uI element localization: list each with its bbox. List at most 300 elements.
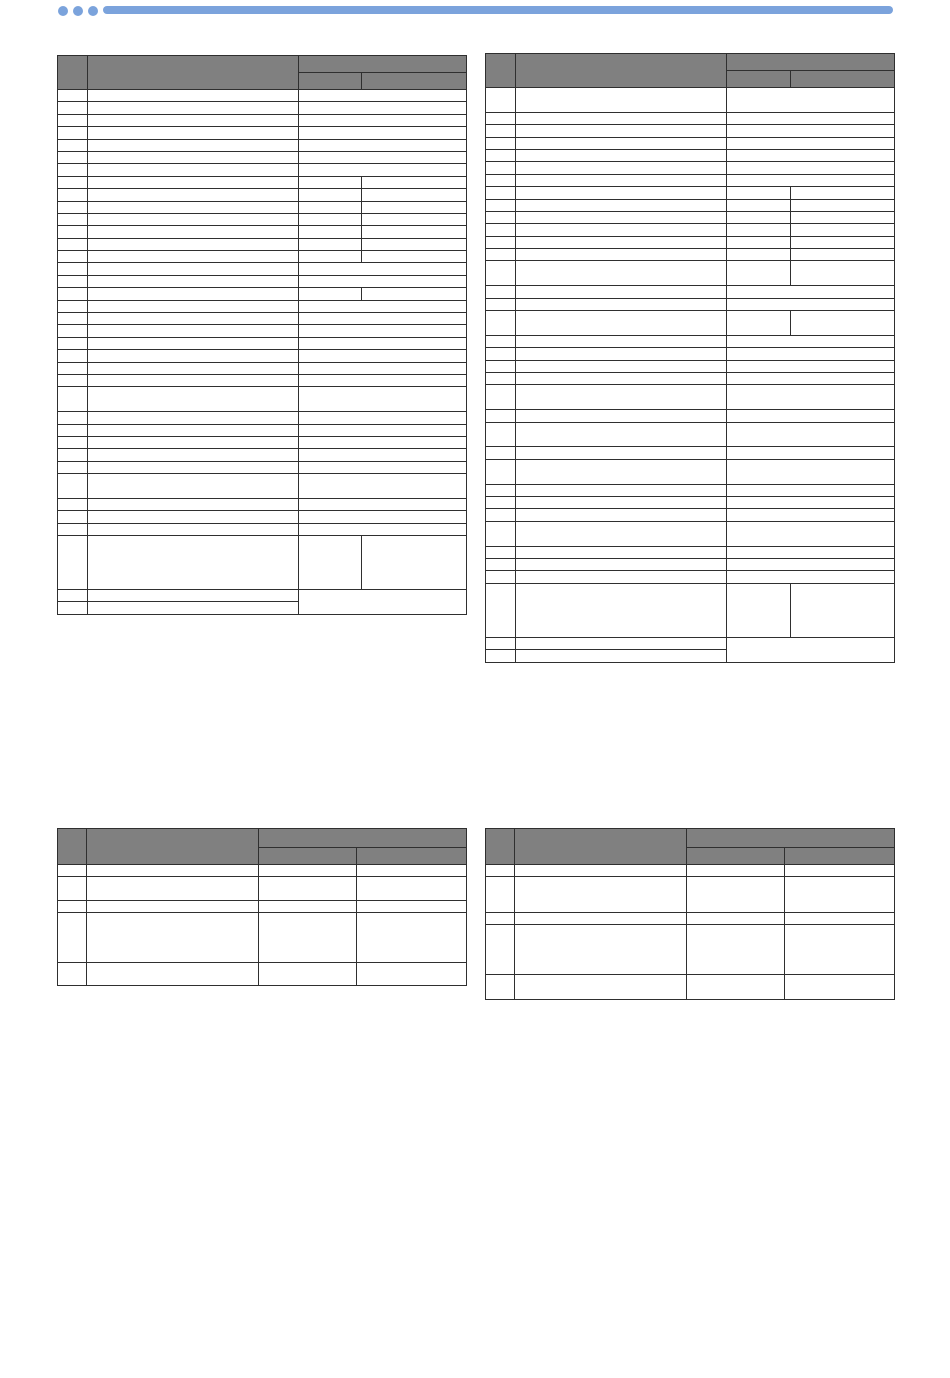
row-value-cell (299, 300, 467, 312)
row-value-cell-1 (299, 536, 362, 590)
row-item-cell (88, 412, 299, 424)
spec-table-right (485, 53, 895, 663)
small-table-right-body (486, 865, 895, 1000)
row-item-cell (88, 325, 299, 337)
small-table-left-header (58, 829, 467, 865)
row-value-cell (727, 410, 895, 422)
table-row (58, 90, 467, 102)
table-row (486, 913, 895, 925)
row-number-cell (58, 963, 87, 986)
row-number-cell (58, 449, 88, 461)
row-item-cell (88, 102, 299, 114)
row-value-cell-2 (357, 865, 467, 877)
row-value-cell (727, 509, 895, 521)
row-item-cell (516, 137, 727, 149)
row-item-cell (88, 201, 299, 213)
row-value-cell (727, 558, 895, 570)
row-item-cell (88, 498, 299, 510)
row-value-cell (299, 474, 467, 499)
row-item-cell (515, 913, 687, 925)
col-value-sub-header-1 (259, 848, 357, 865)
row-number-cell (486, 925, 515, 975)
row-number-cell (486, 496, 516, 508)
col-item-header (515, 829, 687, 865)
row-value-cell-1 (727, 199, 791, 211)
table-row (486, 187, 895, 199)
table-row (486, 162, 895, 174)
table-row (58, 412, 467, 424)
table-row (486, 447, 895, 459)
row-value-cell (299, 139, 467, 151)
col-value-header (259, 829, 467, 848)
table-row (58, 498, 467, 510)
row-value-cell (299, 90, 467, 102)
row-value-cell (299, 337, 467, 349)
row-number-cell (486, 199, 516, 211)
table-row (486, 174, 895, 186)
row-item-cell (516, 571, 727, 583)
table-row (58, 213, 467, 225)
row-item-cell (516, 261, 727, 286)
table-row (486, 546, 895, 558)
row-number-cell (58, 201, 88, 213)
table-row (58, 536, 467, 590)
row-number-cell (58, 590, 88, 602)
row-number-cell (486, 360, 516, 372)
row-value-cell (299, 374, 467, 386)
row-number-cell (58, 114, 88, 126)
row-value-cell-2 (785, 975, 895, 1000)
row-value-cell-2 (785, 877, 895, 913)
row-item-cell (87, 963, 259, 986)
table-row (58, 362, 467, 374)
table-row (58, 102, 467, 114)
header-dot-1 (58, 6, 68, 16)
row-item-cell (88, 114, 299, 126)
row-number-cell (486, 484, 516, 496)
row-item-cell (88, 251, 299, 263)
row-value-cell-2 (362, 176, 467, 188)
col-no-header (486, 829, 515, 865)
small-table-right (485, 828, 895, 1000)
row-value-cell-2 (362, 226, 467, 238)
row-value-cell-1 (299, 189, 362, 201)
row-item-cell (516, 360, 727, 372)
row-number-cell (486, 224, 516, 236)
row-item-cell (88, 238, 299, 250)
table-row (58, 511, 467, 523)
table-row (58, 374, 467, 386)
table-row (58, 114, 467, 126)
row-number-cell (486, 650, 516, 662)
row-value-cell (727, 149, 895, 161)
row-item-cell (88, 300, 299, 312)
row-item-cell (516, 311, 727, 336)
row-item-cell (88, 387, 299, 412)
small-table-left (57, 828, 467, 986)
row-value-cell (299, 102, 467, 114)
row-item-cell (516, 410, 727, 422)
row-value-cell-2 (785, 913, 895, 925)
row-value-cell (299, 114, 467, 126)
row-value-cell-2 (791, 211, 895, 223)
table-row (58, 436, 467, 448)
table-row (486, 422, 895, 447)
row-value-cell-2 (362, 201, 467, 213)
row-number-cell (486, 975, 515, 1000)
row-number-cell (58, 412, 88, 424)
row-value-cell-2 (362, 213, 467, 225)
row-item-cell (516, 509, 727, 521)
table-row (58, 461, 467, 473)
row-number-cell (486, 459, 516, 484)
row-value-cell-2 (362, 251, 467, 263)
row-value-cell (299, 424, 467, 436)
table-row (58, 313, 467, 325)
table-row (58, 151, 467, 163)
table-row (58, 226, 467, 238)
spec-table-left-body (58, 90, 467, 615)
row-value-cell (299, 313, 467, 325)
table-row (486, 360, 895, 372)
row-item-cell (88, 436, 299, 448)
table-row (486, 112, 895, 124)
row-value-cell (299, 164, 467, 176)
spec-table-left (57, 55, 467, 615)
table-row (58, 474, 467, 499)
row-number-cell (486, 913, 515, 925)
table-row (58, 337, 467, 349)
row-value-cell (299, 387, 467, 412)
table-row (486, 348, 895, 360)
row-value-cell-2 (362, 536, 467, 590)
col-value-sub-header-1 (727, 71, 791, 88)
row-item-cell (516, 459, 727, 484)
row-value-cell-1 (687, 877, 785, 913)
row-item-cell (516, 286, 727, 298)
row-item-cell (516, 447, 727, 459)
row-value-cell-1 (687, 925, 785, 975)
row-item-cell (516, 335, 727, 347)
small-table-right-header (486, 829, 895, 865)
row-number-cell (58, 461, 88, 473)
row-number-cell (486, 571, 516, 583)
row-value-cell (299, 275, 467, 287)
row-number-cell (486, 637, 516, 649)
row-number-cell (486, 112, 516, 124)
row-value-cell-1 (299, 288, 362, 300)
row-number-cell (58, 362, 88, 374)
row-value-cell-1 (727, 583, 791, 637)
table-row (486, 975, 895, 1000)
row-value-cell-1 (299, 176, 362, 188)
row-number-cell (58, 350, 88, 362)
row-number-cell (58, 238, 88, 250)
row-value-cell (299, 449, 467, 461)
row-value-cell (727, 162, 895, 174)
row-value-cell (727, 373, 895, 385)
table-row (486, 224, 895, 236)
table-row (486, 261, 895, 286)
table-row (58, 387, 467, 412)
row-item-cell (516, 162, 727, 174)
row-number-cell (486, 137, 516, 149)
table-row (58, 865, 467, 877)
row-number-cell (58, 151, 88, 163)
table-row (58, 424, 467, 436)
row-value-cell-2 (791, 249, 895, 261)
row-number-cell (486, 865, 515, 877)
row-item-cell (515, 865, 687, 877)
row-number-cell (58, 901, 87, 913)
row-number-cell (58, 288, 88, 300)
row-value-cell (727, 496, 895, 508)
row-number-cell (58, 213, 88, 225)
row-value-cell-2 (362, 189, 467, 201)
table-row (486, 249, 895, 261)
page-header-decoration (0, 0, 950, 24)
spec-table-left-header (58, 56, 467, 90)
row-item-cell (88, 313, 299, 325)
table-row (486, 558, 895, 570)
table-row (486, 137, 895, 149)
row-item-cell (88, 189, 299, 201)
row-number-cell (486, 187, 516, 199)
row-value-cell-1 (727, 236, 791, 248)
row-value-cell-1 (299, 251, 362, 263)
row-value-cell (299, 412, 467, 424)
table-row (58, 139, 467, 151)
row-number-cell (486, 546, 516, 558)
row-value-cell-1 (727, 224, 791, 236)
row-number-cell (58, 263, 88, 275)
row-item-cell (516, 249, 727, 261)
row-number-cell (58, 498, 88, 510)
table-row (58, 201, 467, 213)
row-number-cell (486, 125, 516, 137)
row-value-cell (299, 362, 467, 374)
col-value-sub-header-2 (357, 848, 467, 865)
table-row (58, 189, 467, 201)
row-value-cell (727, 335, 895, 347)
table-row (58, 164, 467, 176)
row-number-cell (58, 300, 88, 312)
row-item-cell (87, 877, 259, 901)
row-number-cell (58, 275, 88, 287)
row-item-cell (88, 350, 299, 362)
row-item-cell (88, 511, 299, 523)
col-value-sub-header-1 (299, 73, 362, 90)
row-item-cell (516, 125, 727, 137)
row-value-cell-2 (791, 199, 895, 211)
row-value-cell-2 (791, 261, 895, 286)
row-value-cell-2 (357, 901, 467, 913)
row-number-cell (58, 90, 88, 102)
row-item-cell (88, 176, 299, 188)
row-value-cell (727, 521, 895, 546)
row-value-cell-2 (357, 963, 467, 986)
row-number-cell (486, 335, 516, 347)
col-value-sub-header-2 (791, 71, 895, 88)
row-value-cell (727, 88, 895, 113)
row-value-cell-1 (299, 213, 362, 225)
header-dot-3 (88, 6, 98, 16)
row-number-cell (486, 249, 516, 261)
row-number-cell (58, 374, 88, 386)
row-number-cell (58, 337, 88, 349)
row-item-cell (88, 288, 299, 300)
row-value-cell (727, 385, 895, 410)
row-number-cell (58, 913, 87, 963)
table-row (486, 484, 895, 496)
row-item-cell (516, 211, 727, 223)
row-value-cell-1 (687, 865, 785, 877)
table-row (486, 298, 895, 310)
row-item-cell (88, 461, 299, 473)
row-value-cell-1 (259, 877, 357, 901)
row-item-cell (88, 590, 299, 602)
row-value-cell (727, 286, 895, 298)
table-row (486, 199, 895, 211)
col-item-header (88, 56, 299, 90)
row-value-cell (727, 348, 895, 360)
table-row (58, 176, 467, 188)
row-value-cell (299, 436, 467, 448)
row-item-cell (88, 424, 299, 436)
row-value-cell (299, 151, 467, 163)
row-value-cell (299, 523, 467, 535)
row-value-cell-1 (727, 311, 791, 336)
table-row (58, 877, 467, 901)
table-row (486, 521, 895, 546)
row-number-cell (58, 474, 88, 499)
table-row (58, 523, 467, 535)
row-item-cell (516, 583, 727, 637)
row-number-cell (486, 583, 516, 637)
row-item-cell (516, 521, 727, 546)
row-number-cell (58, 865, 87, 877)
table-row (486, 459, 895, 484)
row-number-cell (486, 521, 516, 546)
row-value-cell-2 (791, 236, 895, 248)
row-item-cell (88, 449, 299, 461)
row-value-cell-1 (259, 963, 357, 986)
table-row (486, 571, 895, 583)
row-value-cell (727, 637, 895, 662)
table-row (58, 350, 467, 362)
row-value-cell-2 (785, 865, 895, 877)
col-value-header (299, 56, 467, 73)
row-item-cell (88, 474, 299, 499)
row-item-cell (516, 484, 727, 496)
row-item-cell (516, 348, 727, 360)
table-row (58, 590, 467, 602)
row-number-cell (486, 298, 516, 310)
row-item-cell (516, 236, 727, 248)
row-value-cell-2 (362, 238, 467, 250)
row-item-cell (516, 422, 727, 447)
row-item-cell (88, 337, 299, 349)
row-number-cell (58, 877, 87, 901)
row-item-cell (88, 275, 299, 287)
table-row (486, 286, 895, 298)
row-item-cell (88, 226, 299, 238)
row-number-cell (58, 387, 88, 412)
row-number-cell (486, 149, 516, 161)
row-item-cell (516, 298, 727, 310)
table-row (486, 88, 895, 113)
row-number-cell (58, 251, 88, 263)
row-number-cell (486, 348, 516, 360)
table-row (486, 385, 895, 410)
row-item-cell (88, 127, 299, 139)
col-item-header (516, 54, 727, 88)
row-item-cell (515, 877, 687, 913)
row-number-cell (486, 558, 516, 570)
spec-table-right-header (486, 54, 895, 88)
col-value-sub-header-1 (687, 848, 785, 865)
header-dot-2 (73, 6, 83, 16)
row-value-cell (299, 498, 467, 510)
row-item-cell (516, 496, 727, 508)
row-value-cell-1 (299, 226, 362, 238)
row-number-cell (486, 174, 516, 186)
table-row (58, 127, 467, 139)
row-value-cell-2 (785, 925, 895, 975)
col-value-sub-header-2 (785, 848, 895, 865)
row-item-cell (88, 536, 299, 590)
small-table-left-body (58, 865, 467, 986)
row-value-cell (727, 571, 895, 583)
row-item-cell (516, 88, 727, 113)
col-value-sub-header-2 (362, 73, 467, 90)
row-number-cell (486, 422, 516, 447)
row-item-cell (516, 558, 727, 570)
row-value-cell (299, 511, 467, 523)
table-row (58, 275, 467, 287)
row-item-cell (88, 374, 299, 386)
row-number-cell (58, 424, 88, 436)
table-row (486, 877, 895, 913)
col-no-header (58, 56, 88, 90)
col-no-header (58, 829, 87, 865)
row-number-cell (486, 509, 516, 521)
row-item-cell (516, 546, 727, 558)
row-value-cell (727, 422, 895, 447)
row-item-cell (87, 865, 259, 877)
row-value-cell-1 (687, 975, 785, 1000)
row-item-cell (516, 112, 727, 124)
row-number-cell (486, 311, 516, 336)
row-value-cell-1 (259, 865, 357, 877)
row-item-cell (516, 373, 727, 385)
row-item-cell (88, 90, 299, 102)
row-item-cell (516, 149, 727, 161)
table-row (58, 913, 467, 963)
table-row (486, 236, 895, 248)
row-number-cell (58, 511, 88, 523)
row-value-cell-2 (362, 288, 467, 300)
col-no-header (486, 54, 516, 88)
row-value-cell-2 (357, 913, 467, 963)
row-value-cell (299, 590, 467, 615)
col-value-header (687, 829, 895, 848)
spec-table-right-body (486, 88, 895, 663)
row-number-cell (486, 261, 516, 286)
table-row (58, 251, 467, 263)
row-value-cell (727, 447, 895, 459)
row-item-cell (88, 602, 299, 614)
